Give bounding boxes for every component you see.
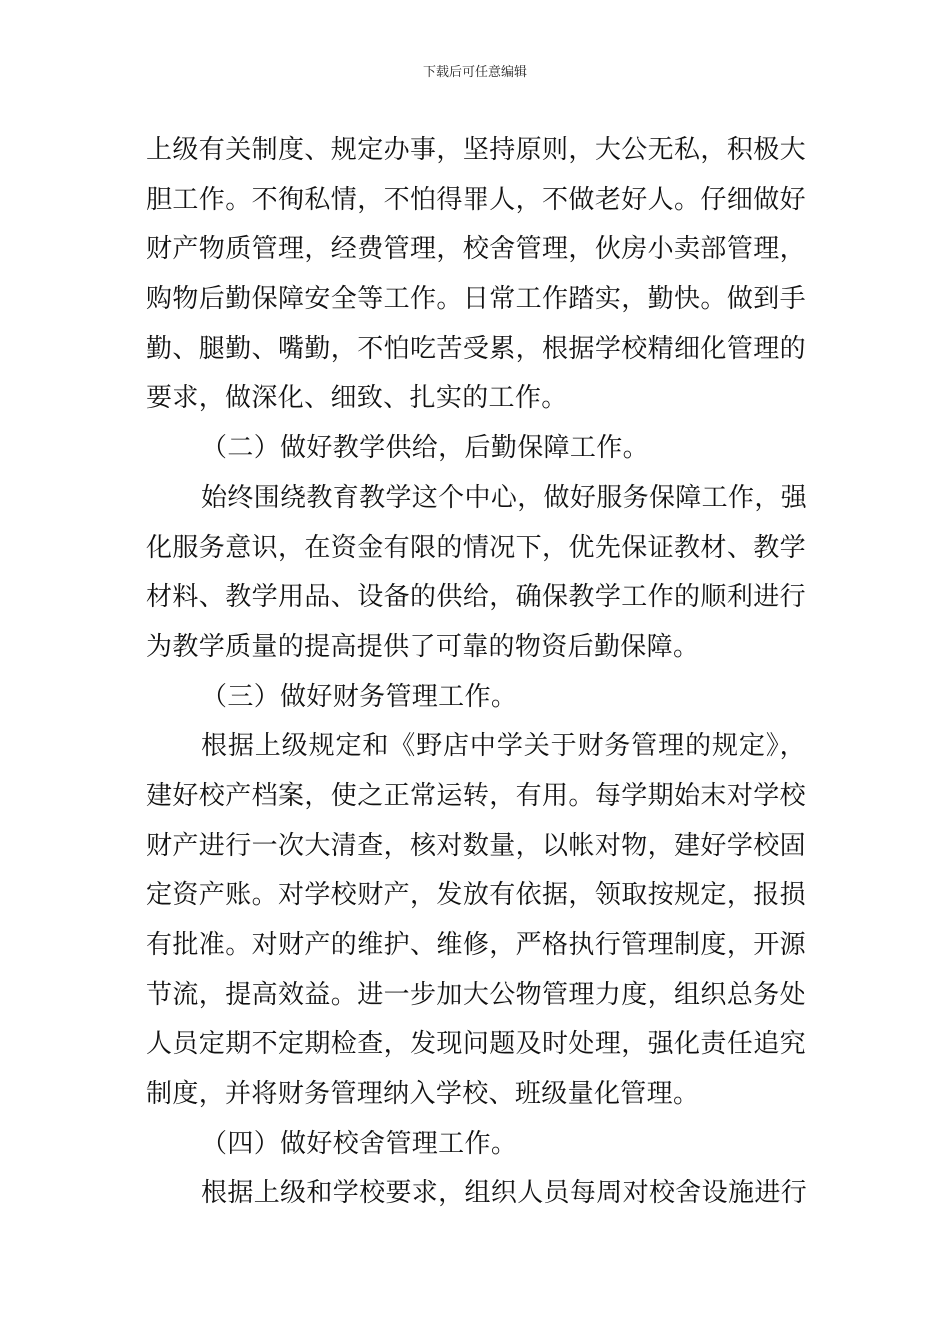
text-line: 材料、教学用品、设备的供给，确保教学工作的顺利进行 xyxy=(146,582,806,613)
text-line: 根据上级规定和《野店中学关于财务管理的规定》， xyxy=(201,731,806,762)
text-line: 制度，并将财务管理纳入学校、班级量化管理。 xyxy=(146,1079,700,1110)
text-line: 有批准。对财产的维护、维修，严格执行管理制度，开源 xyxy=(146,930,806,960)
text-line: 为教学质量的提高提供了可靠的物资后勤保障。 xyxy=(146,631,700,662)
text-line: 财产物质管理，经费管理，校舍管理，伙房小卖部管理， xyxy=(146,234,806,265)
text-line: 根据上级和学校要求，组织人员每周对校舍设施进行 xyxy=(201,1178,808,1209)
text-line: 节流，提高效益。进一步加大公物管理力度，组织总务处 xyxy=(146,979,806,1010)
page-header-note: 下载后可任意编辑 xyxy=(422,65,527,80)
text-line: 胆工作。不徇私情，不怕得罪人，不做老好人。仔细做好 xyxy=(146,184,806,215)
text-line: 化服务意识，在资金有限的情况下，优先保证教材、教学 xyxy=(146,532,806,563)
text-line: （三）做好财务管理工作。 xyxy=(201,681,518,712)
text-line: 财产进行一次大清查，核对数量，以帐对物，建好学校固 xyxy=(146,830,806,861)
text-line: 上级有关制度、规定办事，坚持原则，大公无私，积极大 xyxy=(146,135,806,165)
text-line: 始终围绕教育教学这个中心，做好服务保障工作，强 xyxy=(201,482,808,513)
text-line: 要求，做深化、细致、扎实的工作。 xyxy=(146,383,568,414)
text-line: （四）做好校舍管理工作。 xyxy=(201,1128,518,1159)
text-line: 勤、腿勤、嘴勤，不怕吃苦受累，根据学校精细化管理的 xyxy=(146,333,806,364)
text-line: 建好校产档案，使之正常运转，有用。每学期始末对学校 xyxy=(146,780,806,811)
text-line: 定资产账。对学校财产，发放有依据，领取按规定，报损 xyxy=(146,880,806,911)
text-line: （二）做好教学供给，后勤保障工作。 xyxy=(201,433,649,464)
text-line: 人员定期不定期检查，发现问题及时处理，强化责任追究 xyxy=(146,1029,806,1060)
text-line: 购物后勤保障安全等工作。日常工作踏实，勤快。做到手 xyxy=(146,284,806,315)
document-body xyxy=(146,126,806,1219)
